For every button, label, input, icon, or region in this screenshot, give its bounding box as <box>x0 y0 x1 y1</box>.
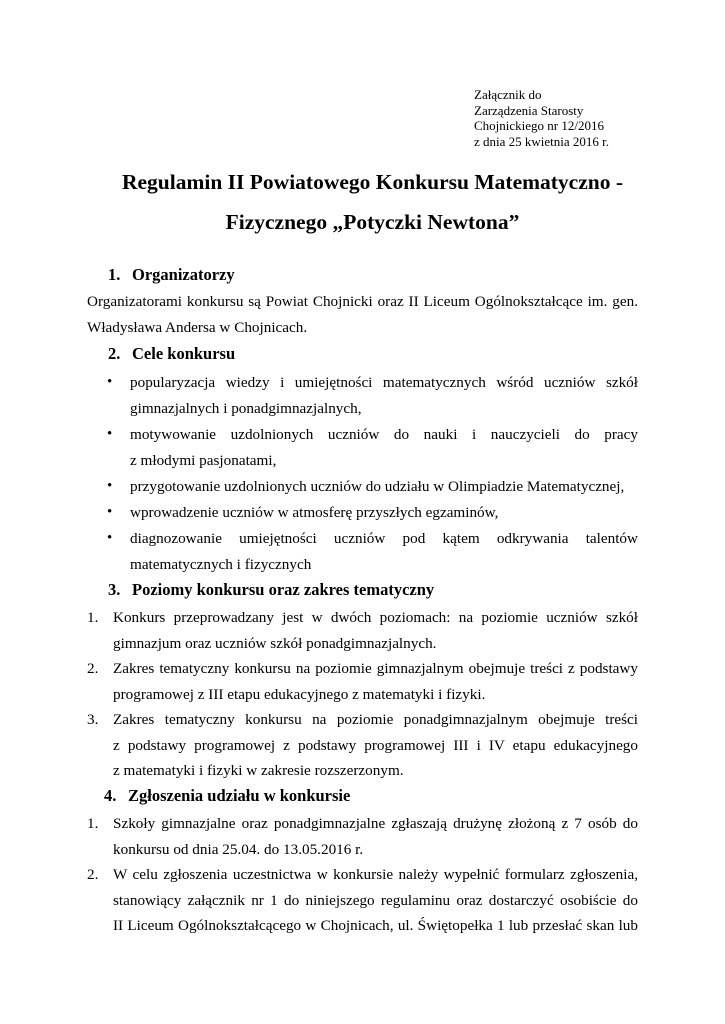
paragraph-line: Organizatorami konkursu są Powiat Chojnicki oraz II Liceum Ogólnokształcące im. gen. <box>87 293 638 310</box>
bullet-item <box>107 526 638 577</box>
numbered-item <box>87 605 638 656</box>
section-number: 3. <box>108 580 121 599</box>
item-number: 1. <box>87 609 99 626</box>
bullet-icon: • <box>107 374 113 390</box>
item-line: gimnazjum oraz uczniów szkół ponadgimnazjalnych. <box>113 634 437 652</box>
bullet-item <box>107 500 638 526</box>
bullet-line: popularyzacja wiedzy i umiejętności matematycznych wśród uczniów szkół <box>130 374 638 391</box>
section-number: 1. <box>108 265 121 284</box>
section-title: Zgłoszenia udziału w konkursie <box>128 786 351 805</box>
item-line: stanowiący załącznik nr 1 do niniejszego regulaminu oraz dostarczyć osobiście do <box>113 891 638 909</box>
bullet-item <box>107 370 638 421</box>
numbered-item <box>87 707 638 784</box>
title-line-2: Fizycznego „Potyczki Newtona” <box>225 210 520 234</box>
section-title: Cele konkursu <box>132 344 236 363</box>
item-line: Zakres tematyczny konkursu na poziomie ponadgimnazjalnym obejmuje treści <box>113 711 638 728</box>
bullet-icon: • <box>107 478 113 494</box>
section-number: 4. <box>104 786 117 805</box>
section-number: 2. <box>108 344 121 363</box>
numbered-item <box>87 811 638 862</box>
item-line: z podstawy programowej z podstawy programowej III i IV etapu edukacyjnego <box>113 736 638 754</box>
bullet-line: wprowadzenie uczniów w atmosferę przyszłych egzaminów, <box>130 504 499 521</box>
section-3-heading <box>108 579 434 601</box>
section-4-heading <box>104 785 350 807</box>
item-line: II Liceum Ogólnokształcącego w Chojnicach, ul. Świętopełka 1 lub przesłać skan lub <box>113 917 638 934</box>
attachment-line: Zarządzenia Starosty <box>474 102 584 118</box>
attachment-line: z dnia 25 kwietnia 2016 r. <box>474 133 610 149</box>
attachment-note <box>474 87 609 149</box>
section-title: Organizatorzy <box>132 265 235 284</box>
bullet-line: motywowanie uzdolnionych uczniów do nauki i nauczycieli do pracy <box>130 426 638 443</box>
item-line: Konkurs przeprowadzany jest w dwóch poziomach: na poziomie uczniów szkół <box>113 609 638 626</box>
item-line: Zakres tematyczny konkursu na poziomie gimnazjalnym obejmuje treści z podstawy <box>113 660 638 677</box>
bullet-line: z młodymi pasjonatami, <box>130 451 277 469</box>
item-line: W celu zgłoszenia uczestnictwa w konkursie należy wypełnić formularz zgłoszenia, <box>113 866 638 883</box>
document-title <box>60 162 685 242</box>
bullet-line: matematycznych i fizycznych <box>130 555 312 573</box>
bullet-line: diagnozowanie umiejętności uczniów pod kątem odkrywania talentów <box>130 530 638 547</box>
item-number: 3. <box>87 711 99 728</box>
section-title: Poziomy konkursu oraz zakres tematyczny <box>132 580 435 599</box>
bullet-line: przygotowanie uzdolnionych uczniów do udziału w Olimpiadzie Matematycznej, <box>130 478 625 495</box>
item-number: 2. <box>87 866 99 883</box>
section-1-heading <box>108 264 235 286</box>
numbered-item <box>87 862 638 939</box>
item-number: 1. <box>87 815 99 832</box>
bullet-line: gimnazjalnych i ponadgimnazjalnych, <box>130 399 362 417</box>
item-line: Szkoły gimnazjalne oraz ponadgimnazjalne zgłaszają drużynę złożoną z 7 osób do <box>113 815 638 832</box>
section-1-paragraph <box>87 289 638 340</box>
bullet-icon: • <box>107 504 113 520</box>
item-line: z matematyki i fizyki w zakresie rozszerzonym. <box>113 762 404 779</box>
numbered-item <box>87 656 638 707</box>
item-number: 2. <box>87 660 99 677</box>
paragraph-line: Władysława Andersa w Chojnicach. <box>87 318 308 336</box>
attachment-line: Chojnickiego nr 12/2016 <box>474 118 604 133</box>
title-line-1: Regulamin II Powiatowego Konkursu Matematyczno - <box>121 170 624 194</box>
item-line: programowej z III etapu edukacyjnego z matematyki i fizyki. <box>113 685 486 703</box>
attachment-line: Załącznik do <box>474 87 542 102</box>
item-line: konkursu od dnia 25.04. do 13.05.2016 r. <box>113 840 364 858</box>
bullet-icon: • <box>107 530 113 546</box>
bullet-item <box>107 474 638 500</box>
bullet-item <box>107 422 638 473</box>
bullet-icon: • <box>107 426 113 442</box>
section-2-heading <box>108 343 235 365</box>
